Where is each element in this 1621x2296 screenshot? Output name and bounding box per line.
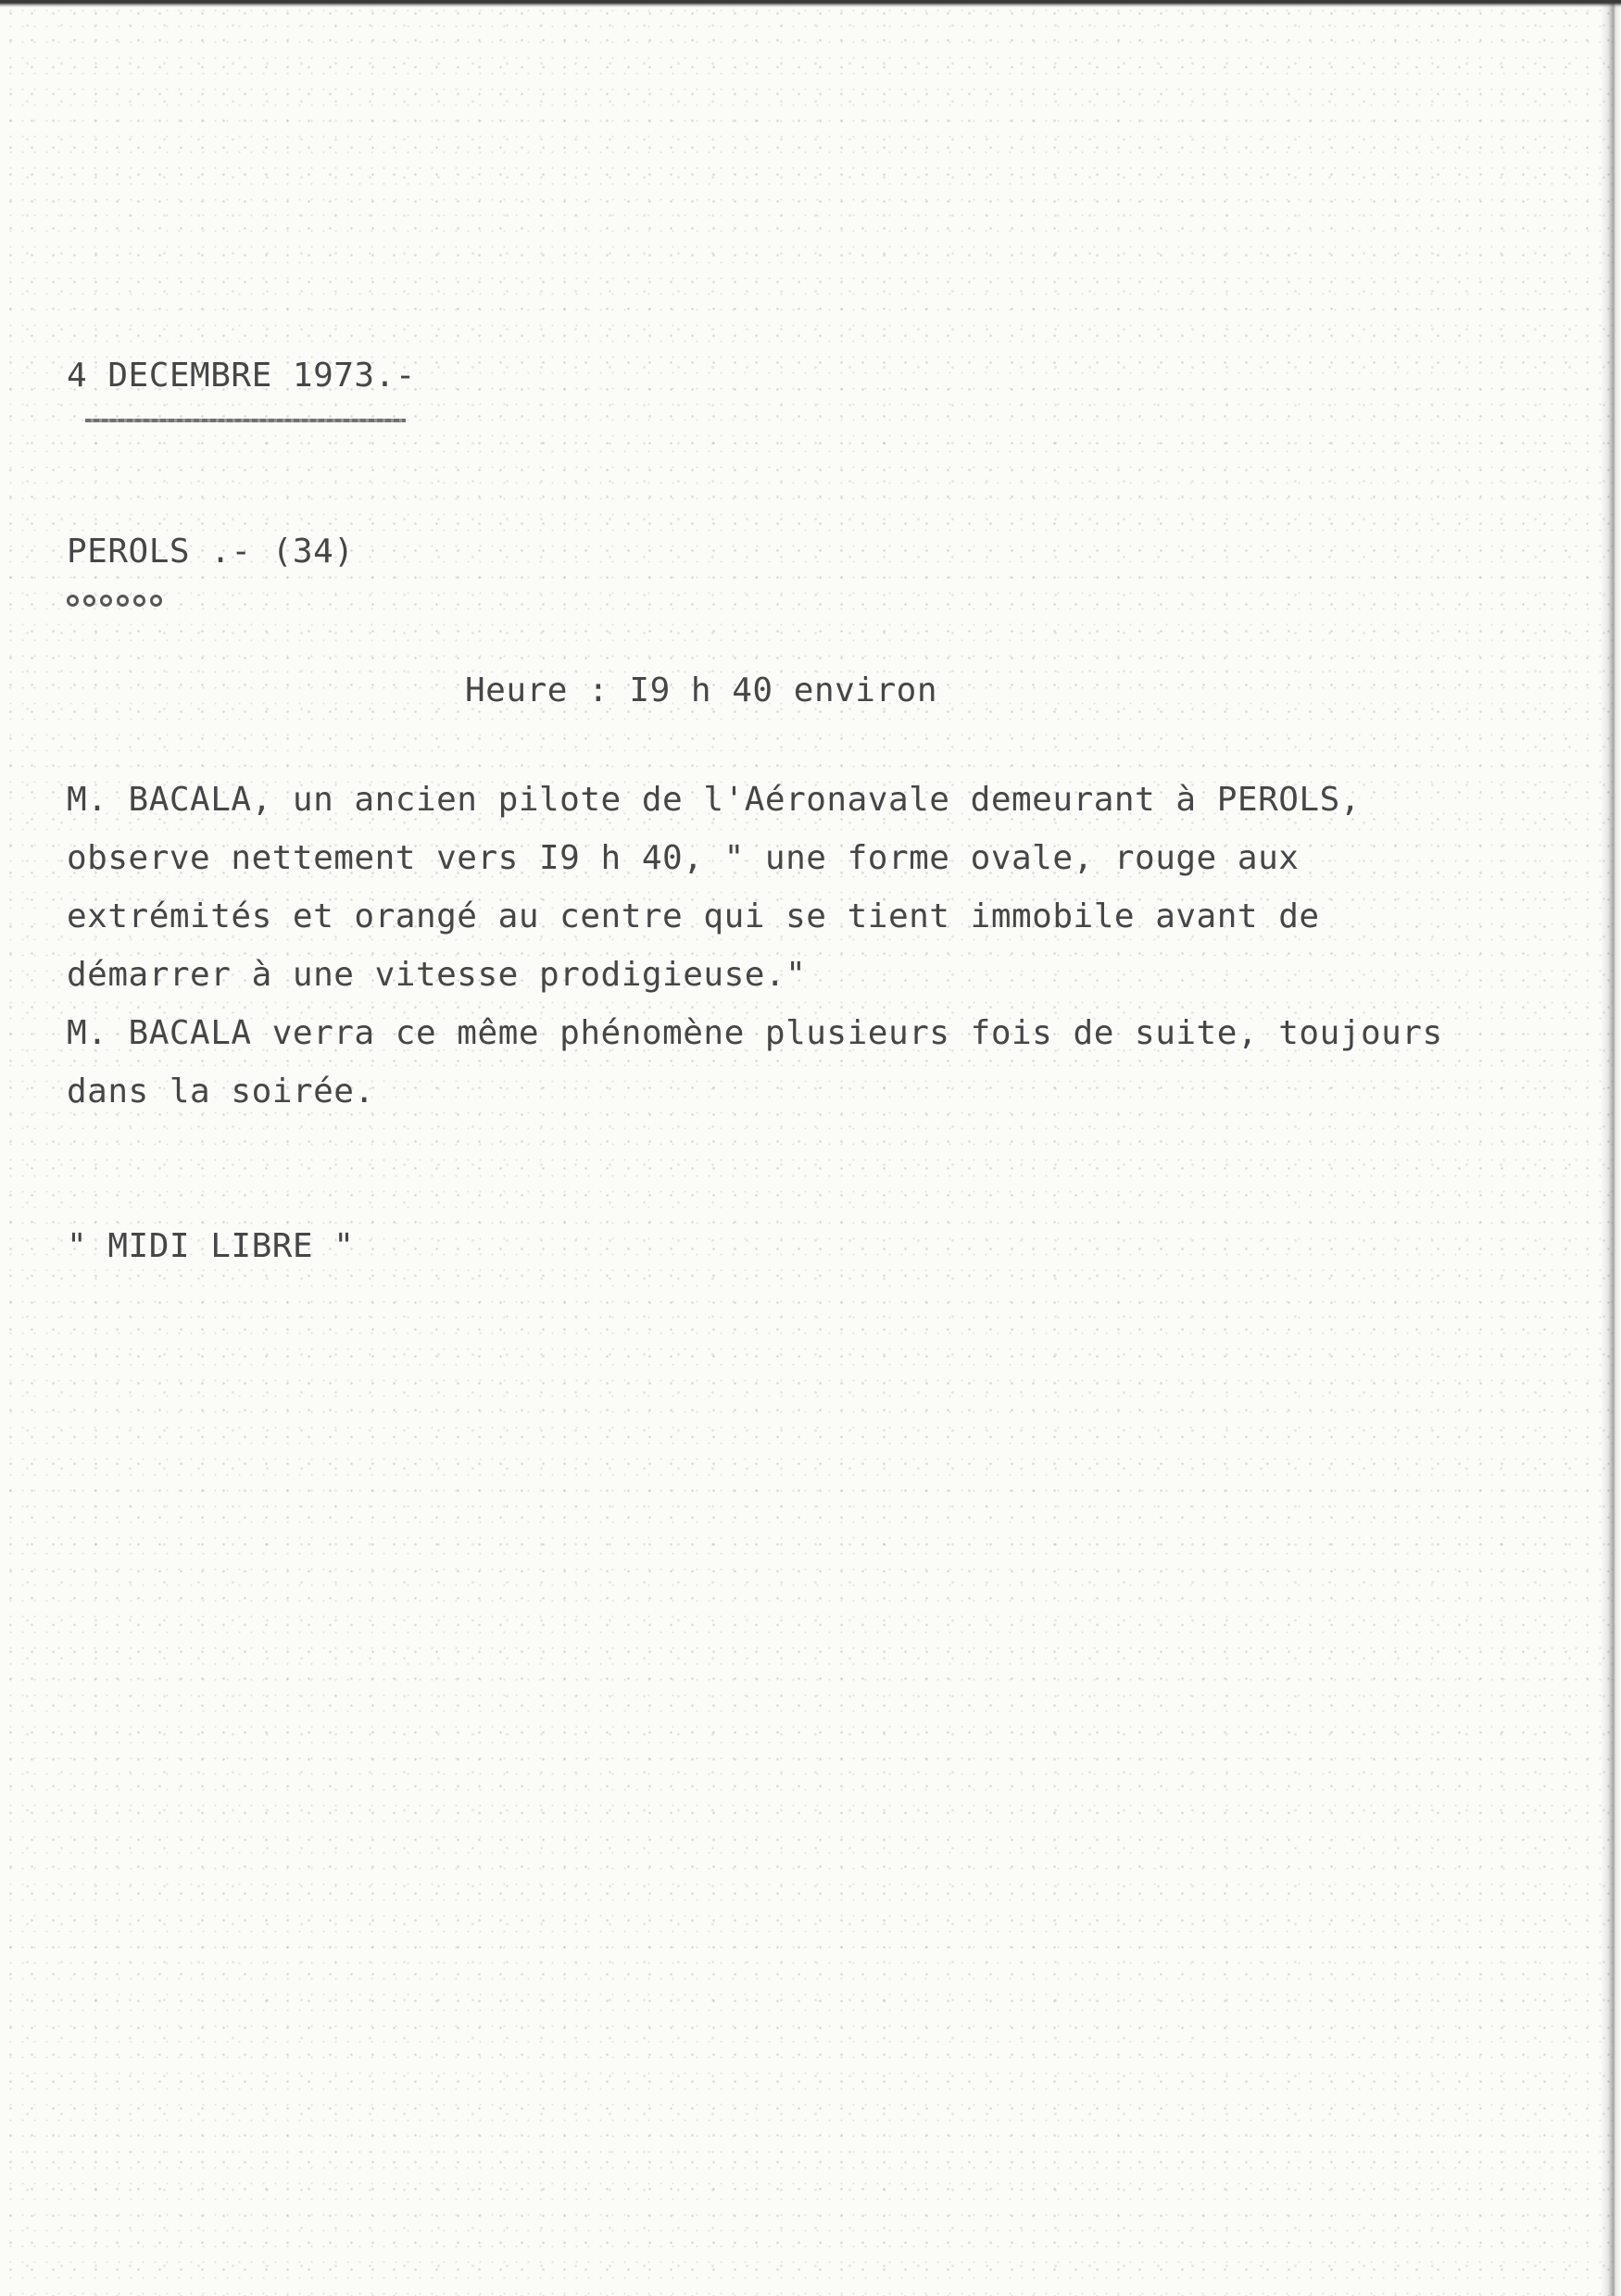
report-line: observe nettement vers I9 h 40, " une forme ovale, rouge aux (67, 839, 1300, 877)
circle-mark (117, 595, 129, 607)
place-heading: PEROLS .- (34) (67, 533, 355, 571)
report-line: extrémités et orangé au centre qui se tient immobile avant de (67, 897, 1320, 935)
source-citation: " MIDI LIBRE " (67, 1227, 355, 1265)
top-scan-edge (0, 0, 1621, 7)
circle-mark (150, 595, 162, 607)
circle-mark (100, 595, 112, 607)
right-scan-edge (1601, 0, 1621, 2296)
date-heading: 4 DECEMBRE 1973.- (67, 357, 416, 395)
date-underline (85, 419, 406, 422)
time-line: Heure : I9 h 40 environ (465, 671, 937, 709)
report-line: M. BACALA verra ce même phénomène plusieurs fois de suite, toujours (67, 1014, 1443, 1052)
circle-mark (83, 595, 95, 607)
circle-mark (133, 595, 145, 607)
report-line: M. BACALA, un ancien pilote de l'Aéronavale demeurant à PEROLS, (67, 781, 1361, 819)
report-line: démarrer à une vitesse prodigieuse." (67, 956, 807, 994)
report-body (67, 771, 1567, 1121)
circle-mark (67, 595, 79, 607)
report-line: dans la soirée. (67, 1073, 375, 1110)
place-underline-circles (67, 595, 162, 607)
